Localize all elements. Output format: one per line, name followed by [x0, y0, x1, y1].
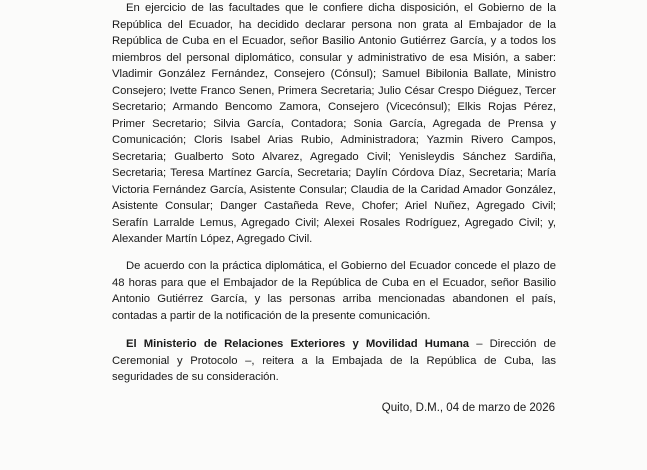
paragraph-closing	[112, 336, 556, 386]
date-line: Quito, D.M., 04 de marzo de 2026	[381, 402, 555, 414]
closing-text: – Dirección de Ceremonial y Protocolo –, reitera a la Embajada de la República de Cuba, las seguridades de su consideración.	[112, 338, 556, 383]
paragraph-deadline: De acuerdo con la práctica diplomática, el Gobierno del Ecuador concede el plazo de 48 horas para que el Embajador de la República de Cuba en el Ecuador, señor Basilio Antonio Gutiérrez García, y las personas arriba mencionadas abandonen el país, contadas a partir de la notificación de la presente comunicación.	[112, 260, 556, 322]
paragraph-declaration: En ejercicio de las facultades que le confiere dicha disposición, el Gobierno de la República del Ecuador, ha decidido declarar persona non grata al Embajador de la República de Cuba en el Ecuador, señor Basilio Antonio Gutiérrez García, y a todos los miembros del personal diplomático, consular y administrativo de esa Misión, a saber: Vladimir González Fernández, Consejero (Cónsul); Samuel Bibilonia Ballate, Ministro Consejero; Ivette Franco Senen, Primera Secretaria; Julio César Crespo Diéguez, Tercer Secretario; Armando Bencomo Zamora, Consejero (Vicecónsul); Elkis Rojas Pérez, Primer Secretario; Silvia García, Contadora; Sonia García, Agregada de Prensa y Comunicación; Cloris Isabel Arias Rubio, Administradora; Yazmin Rivero Campos, Secretaria; Gualberto Soto Alvarez, Agregado Civil; Yenisleydis Sánchez Sardiña, Secretaria; Teresa Martínez García, Secretaria; Daylín Córdova Díaz, Secretaria; María Victoria Fernández García, Asistente Consular; Claudia de la Caridad Amador González, Asistente Consular; Danger Castañeda Reve, Chofer; Ariel Nuñez, Agregado Civil; Serafín Larralde Lemus, Agregado Civil; Alexei Rosales Rodríguez, Agregado Civil; y, Alexander Martín López, Agregado Civil.	[112, 2, 556, 245]
ministry-name: El Ministerio de Relaciones Exteriores y Movilidad Humana	[126, 338, 470, 350]
